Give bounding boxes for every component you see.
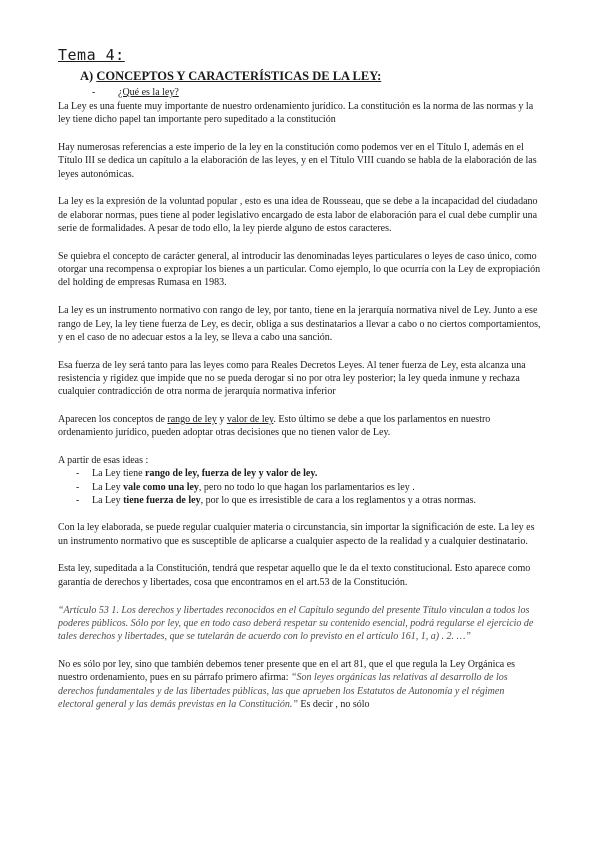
paragraph-2: Hay numerosas referencias a este imperio de la ley en la constitución como podemos ver en el Título I, además en el Título III se dedica un capítulo a la elaboración de las leyes, y en el Título VIII cuando se habla de la elaboración de las leyes autonómicas.: [58, 142, 537, 180]
subsection-dash: -: [92, 87, 96, 98]
list-dash: -: [76, 481, 80, 493]
section-title: CONCEPTOS Y CARACTERÍSTICAS DE LA LEY:: [96, 69, 382, 83]
paragraph-7-after: . Esto último se debe a que los parlamentos en nuestro ordenamiento jurídico, pueden adoptar otras decisiones que no tienen valor de Ley.: [58, 414, 491, 439]
paragraph-4: Se quiebra el concepto de carácter general, al introducir las denominadas leyes particulares o leyes de caso único, como otorgar una recompensa o expropiar los bienes a un particular. Como ejemplo, lo que ocurría con la Ley de expropiación del holding de empresas Rumasa en 1983.: [58, 250, 541, 289]
subsection-item: [92, 86, 542, 99]
paragraph-9: Con la ley elaborada, se puede regular cualquier materia o circunstancia, sin importar la significación de este. La ley es un instrumento normativo que es susceptible de aplicarse a cualquier aspecto de la realidad y a cualquier destinatario.: [58, 522, 535, 547]
ley-characteristics-list: [58, 467, 542, 507]
list-item: [76, 467, 542, 480]
list-dash: -: [76, 468, 80, 480]
section-letter: A): [80, 69, 94, 83]
list-item: [76, 481, 542, 494]
list-item-after: , por lo que es irresistible de cara a los reglamentos y a otras normas.: [200, 495, 477, 507]
list-item-bold: vale como una ley: [123, 481, 199, 493]
list-dash: -: [76, 495, 80, 507]
paragraph-11: [58, 658, 542, 711]
theme-title: Tema 4:: [58, 46, 125, 64]
list-item-before: La Ley: [92, 481, 124, 493]
paragraph-7: [58, 413, 542, 440]
paragraph-8-intro: A partir de esas ideas :: [58, 455, 149, 467]
paragraph-7-before: Aparecen los conceptos de: [58, 414, 168, 426]
paragraph-11-before: No es sólo por ley, sino que también debemos tener presente que en el art 81, que el que regula la Ley Orgánica es nuestro ordenamiento, pues en su párrafo primero afirma:: [58, 658, 516, 684]
list-item-bold: rango de ley, fuerza de ley y valor de ley: [145, 468, 315, 480]
list-item-after: .: [314, 468, 318, 480]
paragraph-11-after: Es decir , no sólo: [297, 698, 370, 710]
list-item-bold: tiene fuerza de ley: [123, 495, 201, 507]
list-item: [76, 494, 542, 507]
quote-article-53: “Artículo 53 1. Los derechos y libertades reconocidos en el Capítulo segundo del presente Título vinculan a todos los poderes públicos. Sólo por ley, que en todo caso deberá respetar su contenido esencial, podrá regularse el ejercicio de tales derechos y libertades, que se tutelarán de acuerdo con lo previsto en el artículo 161, 1, a) . 2. …”: [58, 604, 534, 643]
paragraph-5: La ley es un instrumento normativo con rango de ley, por tanto, tiene en la jerarquía normativa nivel de Ley. Junto a ese rango de Ley, la ley tiene fuerza de Ley, es decir, obliga a sus destinatarios a llevar a cabo o no ciertos comportamientos, y en el caso de no adecuar estos a la ley, se lleva a cabo una sanción.: [58, 305, 541, 343]
term-valor-de-ley: valor de ley: [226, 414, 274, 426]
list-item-before: La Ley tiene: [92, 468, 146, 480]
paragraph-10: Esta ley, supeditada a la Constitución, tendrá que respetar aquello que le da el texto constitucional. Esto aparece como garantía de derechos y libertades, cosa que encontramos en el art.53 de la Constitución.: [58, 563, 531, 588]
paragraph-6: Esa fuerza de ley será tanto para las leyes como para Reales Decretos Leyes. Al tener fuerza de Ley, esta alcanza una resistencia y rigidez que impide que no se pueda derogar si no por otra ley posterior; la ley queda inmune y rechaza cualquier contradicción de otra norma de jerarquía normativa inferior: [58, 359, 526, 398]
paragraph-1: La Ley es una fuente muy importante de nuestro ordenamiento jurídico. La constitución es la norma de las normas y la ley tiene dicho papel tan importante pero supeditado a la constitución: [58, 101, 534, 126]
subsection-title: ¿Qué es la ley?: [118, 87, 179, 98]
paragraph-7-mid: y: [216, 414, 227, 426]
section-heading: [80, 68, 542, 84]
list-item-after: , pero no todo lo que hagan los parlamentarios es ley .: [198, 481, 415, 493]
term-rango-de-ley: rango de ley: [167, 414, 217, 426]
list-item-before: La Ley: [92, 495, 124, 507]
paragraph-3: La ley es la expresión de la voluntad popular , esto es una idea de Rousseau, que se debe a la incapacidad del ciudadano de elaborar normas, pues tiene al poder legislativo encargado de esta labor de elaboración para el cual debe cumplir una serie de formalidades. A pesar de todo ello, la ley pierde alguno de estos caracteres.: [58, 196, 538, 235]
quote-article-81: “Son leyes orgánicas las relativas al desarrollo de los derechos fundamentales y de las libertades públicas, las que aprueben los Estatutos de Autonomía y el régimen electoral general y las demás previstas en la Constitución.”: [58, 672, 508, 710]
